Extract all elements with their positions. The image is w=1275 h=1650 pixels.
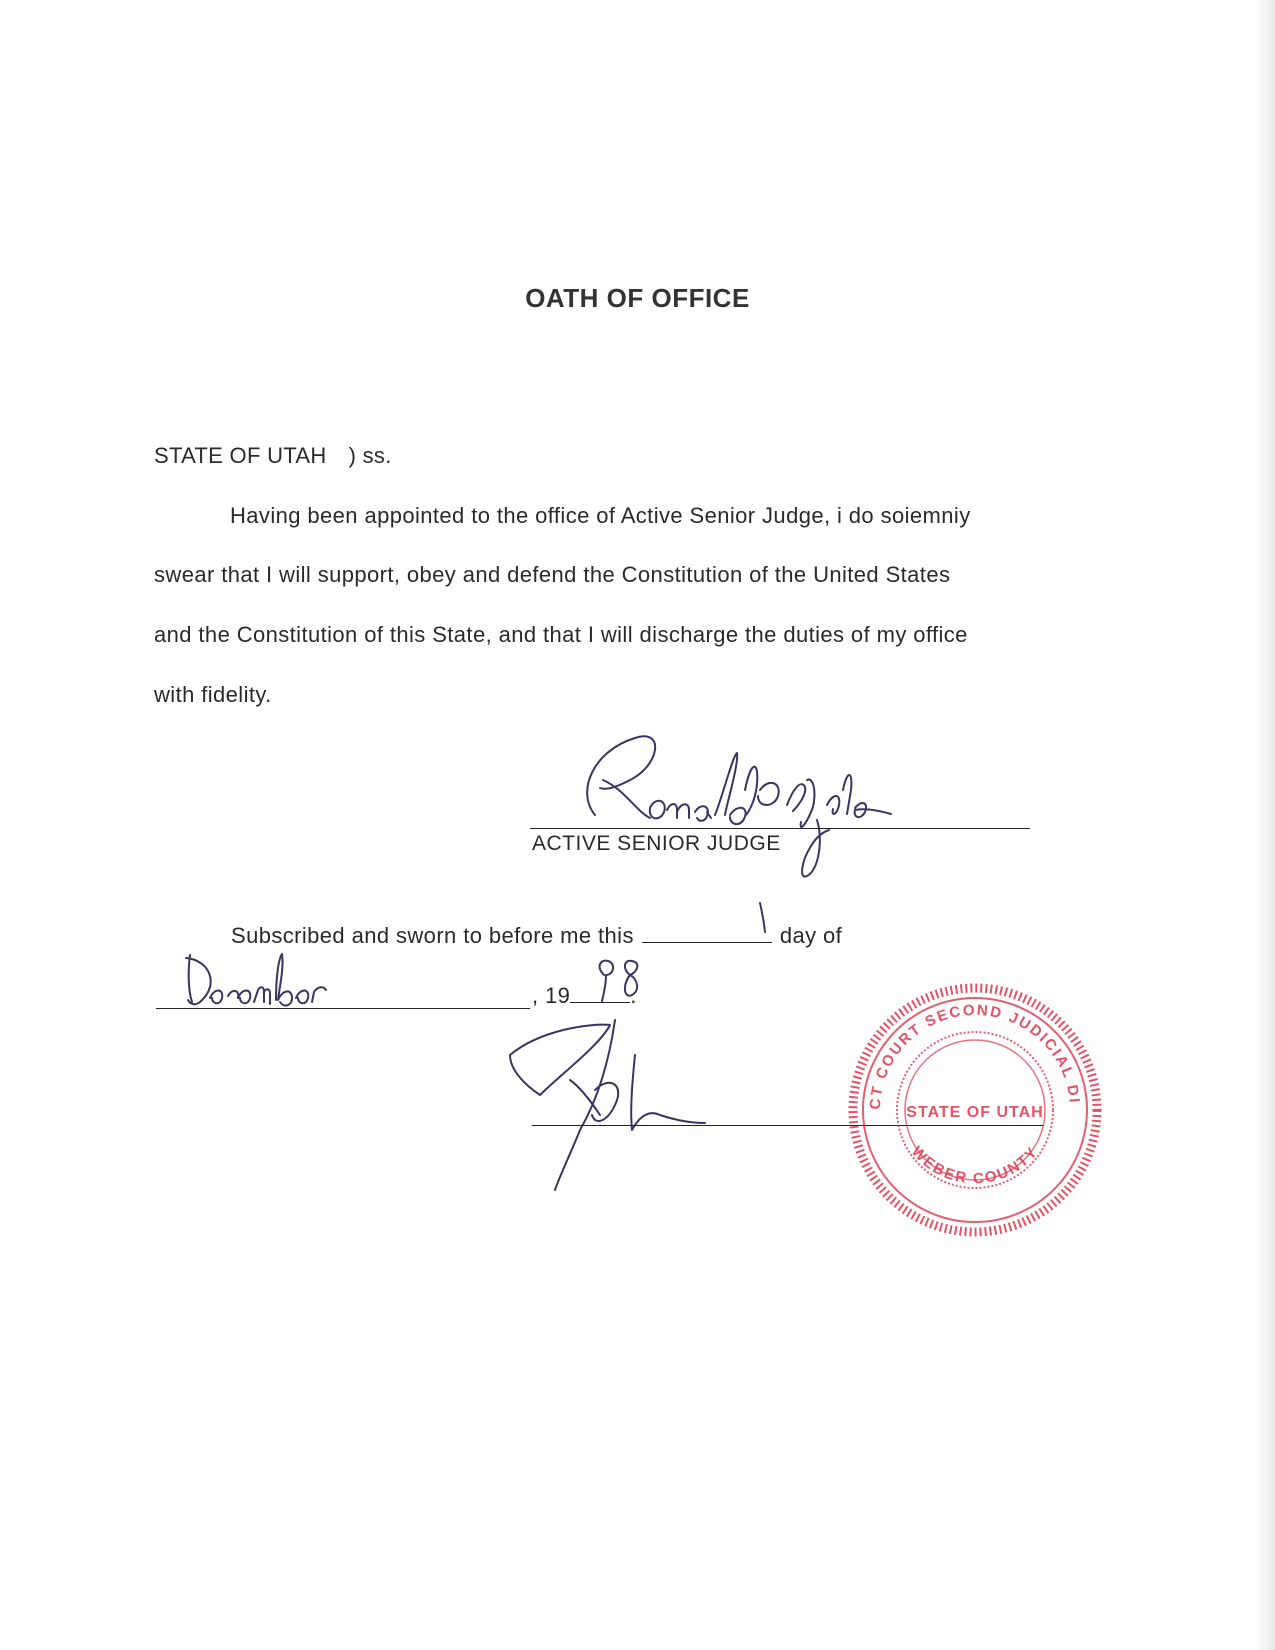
seal-bottom-text: WEBER COUNTY xyxy=(907,1143,1042,1188)
svg-text:WEBER COUNTY xyxy=(908,1143,1042,1188)
seal-outer-text: DISTRICT COURT SECOND JUDICIAL DISTRICT xyxy=(833,962,1083,1111)
court-seal xyxy=(833,962,1110,1245)
handwritten-month xyxy=(180,940,370,1010)
handwritten-year xyxy=(590,955,650,1005)
svg-text:DISTRICT COURT SECOND JUDICIAL xyxy=(834,962,1083,1110)
month-line xyxy=(156,1008,530,1009)
page-edge xyxy=(1257,0,1275,1650)
oath-line-4: with fidelity. xyxy=(154,682,272,707)
oath-line-2: swear that I will support, obey and defend the Constitution of the United States xyxy=(154,562,951,587)
year-suffix: . xyxy=(630,983,637,1008)
judge-signature-label: ACTIVE SENIOR JUDGE xyxy=(532,832,781,855)
venue-line xyxy=(154,443,392,469)
venue-ss: ) ss. xyxy=(348,443,392,468)
notary-signature xyxy=(500,1015,730,1195)
seal-center-text: STATE OF UTAH xyxy=(906,1104,1044,1121)
venue-state: STATE OF UTAH xyxy=(154,443,327,468)
oath-line-3: and the Constitution of this State, and that I will discharge the duties of my office xyxy=(154,622,968,647)
jurat-prefix: Subscribed and sworn to before me this xyxy=(231,923,634,948)
handwritten-day xyxy=(752,900,772,936)
jurat-suffix: day of xyxy=(779,923,843,948)
document-title: OATH OF OFFICE xyxy=(525,283,750,313)
year-prefix: , 19 xyxy=(532,983,571,1008)
oath-line-1: Having been appointed to the office of Active Senior Judge, i do soiemniy xyxy=(230,503,971,528)
judge-signature-line xyxy=(530,828,1030,829)
